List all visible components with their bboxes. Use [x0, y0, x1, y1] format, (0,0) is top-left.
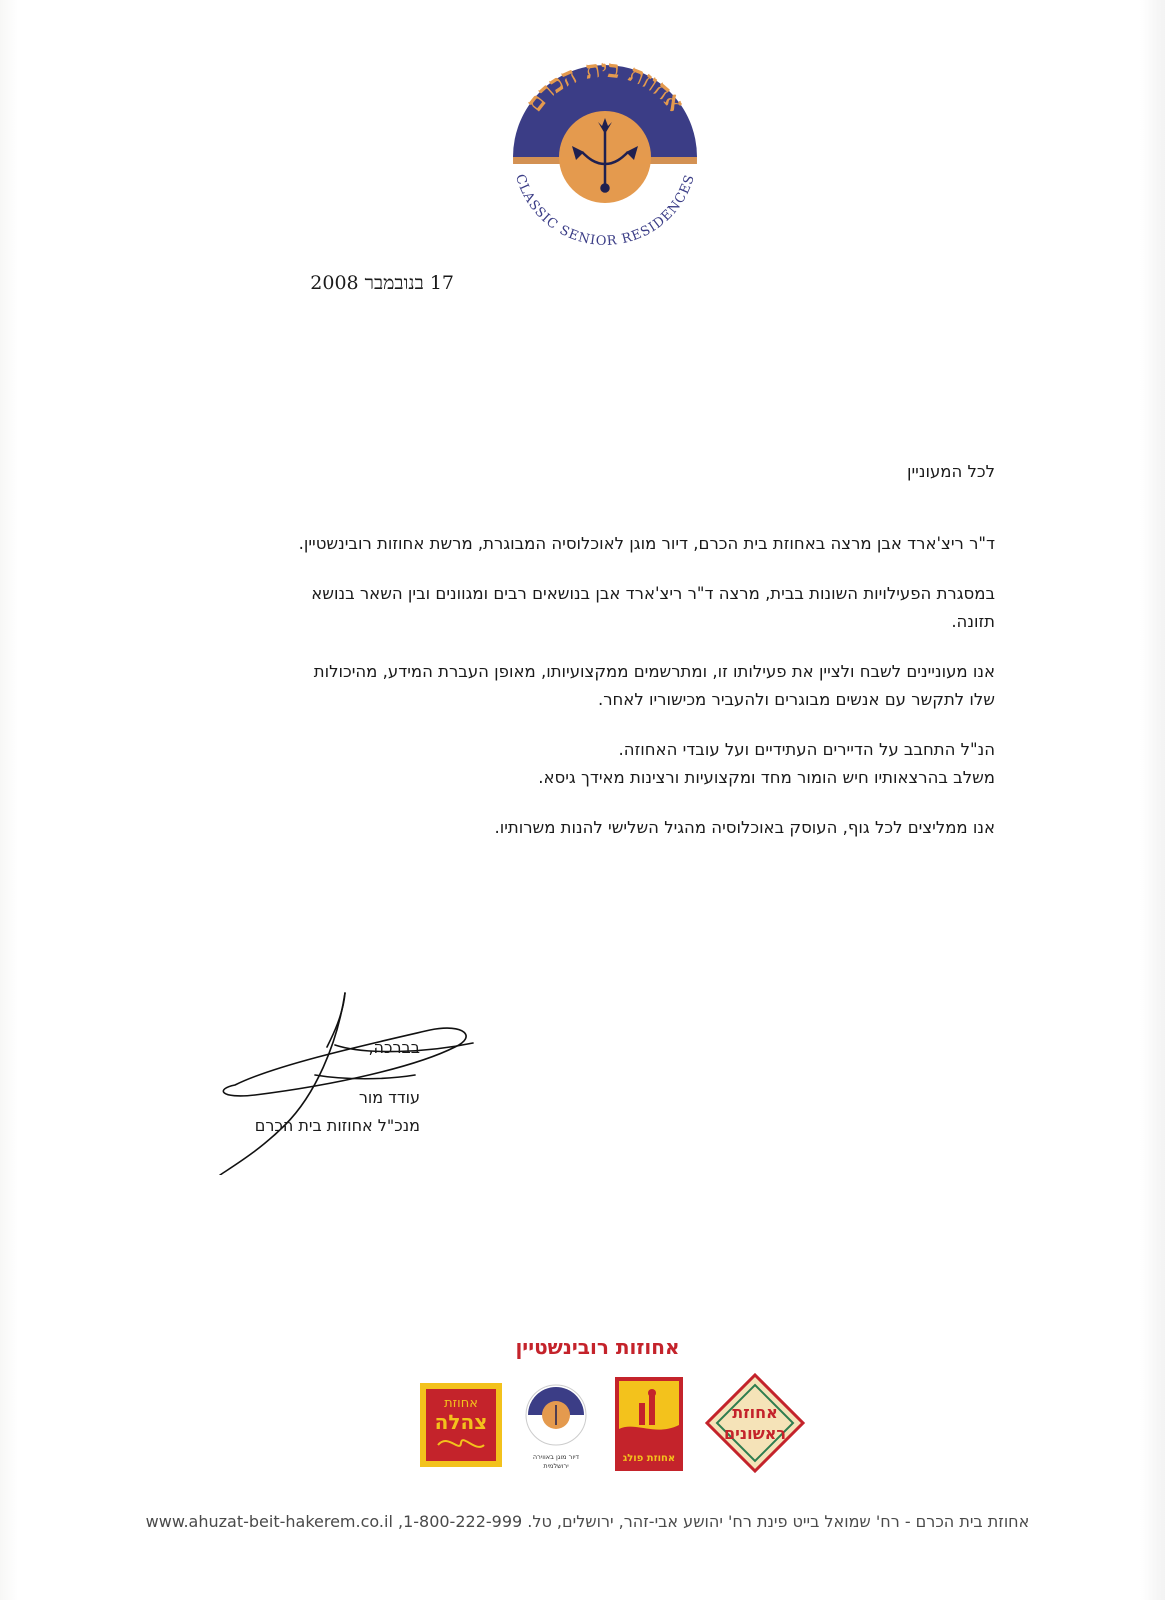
- footer-address: אחוזת בית הכרם - רח' שמואל בייט פינת רח' יהושע אבי-זהר, ירושלים, טל. 1-800-222-999, www.ahuzat-beit-hakerem.co.il: [145, 1512, 1030, 1531]
- network-title: אחוזות רובינשטיין: [515, 1335, 680, 1359]
- paragraph: [215, 658, 995, 714]
- signer-name: עודד מור: [358, 1088, 420, 1107]
- letterhead-logo: [500, 52, 710, 252]
- paragraph: [215, 814, 995, 842]
- closing-block: [255, 1034, 420, 1140]
- letter-date: 17 בנובמבר 2008: [310, 272, 454, 294]
- salutation: לכל המעוניין: [906, 462, 995, 481]
- paragraph-line: משלב בהרצאותיו חיש הומור מחד ומקצועיות ורצינות מאידך גיסא.: [538, 768, 995, 787]
- logo-hebrew-text: אחוזת בית הכרם: [519, 53, 691, 117]
- svg-text:אחוזת פולג: אחוזת פולג: [622, 1453, 676, 1464]
- closing-greeting: בברכה,: [368, 1038, 420, 1057]
- paragraph-line: הנ"ל התחבב על הדיירים העתידיים ועל עובדי האחוזה.: [618, 740, 995, 759]
- paragraph-line: ד"ר ריצ'ארד אבן מרצה באחוזת בית הכרם, דיור מוגן לאוכלוסיה המבוגרת, מרשת אחוזות רובינשטיין.: [298, 534, 995, 553]
- svg-text:צהלה: צהלה: [434, 1410, 488, 1434]
- svg-text:ירושלמית: ירושלמית: [543, 1462, 569, 1470]
- svg-text:דיור מוגן באווירה: דיור מוגן באווירה: [532, 1453, 580, 1461]
- ahuzat-rishonim-logo: [705, 1373, 805, 1473]
- signer-title: מנכ"ל אחוזות בית הכרם: [254, 1116, 420, 1135]
- paragraph-line: במסגרת הפעילויות השונות בבית, מרצה ד"ר ריצ'ארד אבן בנושאים רבים ומגוונים ובין השאר בנושא: [311, 584, 995, 603]
- footer-logos: [420, 1383, 815, 1488]
- paragraph: [215, 736, 995, 792]
- paragraph-line: אנו ממליצים לכל גוף, העוסק באוכלוסיה מהגיל השלישי להנות משרותיו.: [494, 818, 995, 837]
- paragraph-line: אנו מעוניינים לשבח ולציין את פעילותו זו, ומתרשמים ממקצועיותו, מאופן העברת המידע, מהיכולות: [313, 662, 995, 681]
- paragraph: [215, 530, 995, 558]
- paragraph-line: שלו לתקשר עם אנשים מבוגרים ולהעביר מכישוריו לאחר.: [597, 690, 995, 709]
- ahuzat-beit-hakerem-logo: [520, 1383, 592, 1475]
- svg-text:ראשונים: ראשונים: [723, 1424, 787, 1443]
- paragraph: [215, 580, 995, 636]
- ahuzat-polag-logo: [615, 1377, 683, 1471]
- paragraph-line: תזונה.: [951, 612, 995, 631]
- letter-body: [215, 530, 995, 864]
- svg-text:אחוזת: אחוזת: [732, 1403, 778, 1422]
- svg-text:אחוזת: אחוזת: [444, 1396, 478, 1411]
- ahuzat-tzahala-logo: [420, 1383, 502, 1467]
- logo-english-text: CLASSIC SENIOR RESIDENCES: [511, 172, 699, 250]
